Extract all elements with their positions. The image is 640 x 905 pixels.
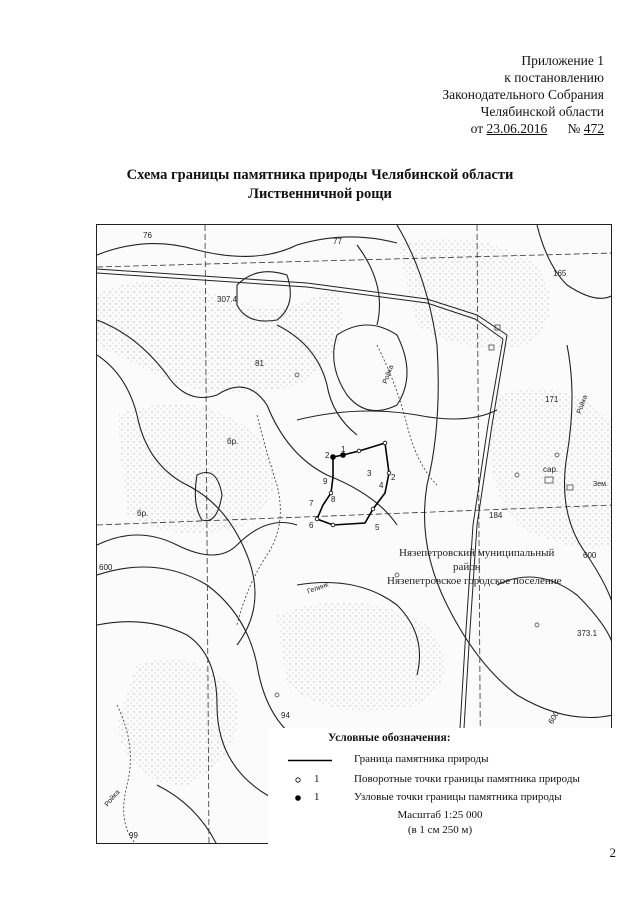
page-number: 2	[609, 845, 616, 860]
turning-point	[331, 523, 335, 527]
grid-label: 94	[281, 711, 290, 720]
legend-row-turning	[268, 772, 612, 788]
boundary-point-number: 5	[375, 523, 380, 532]
boundary-point-number: 4	[379, 481, 384, 490]
boundary-point-number: 7	[309, 499, 314, 508]
place-label: сар.	[543, 465, 559, 474]
boundary-point-number: 8	[331, 495, 336, 504]
legend-nodal-text: Узловые точки границы памятника природы	[354, 791, 562, 803]
legend-boundary-text: Граница памятника природы	[354, 753, 489, 765]
boundary-point-number: 6	[309, 521, 314, 530]
contour-label: 600	[546, 709, 561, 726]
nodal-point-2	[330, 454, 336, 460]
map-scale	[268, 808, 612, 838]
title-line-1: Схема границы памятника природы Челябинской области	[126, 167, 514, 183]
turning-point	[357, 449, 361, 453]
grid-label: 171	[545, 395, 559, 404]
document-title	[0, 166, 640, 204]
boundary-point-number: 2	[325, 451, 330, 460]
grid-label: 81	[255, 359, 264, 368]
boundary-point-number: 2	[391, 473, 396, 482]
grid-label: 165	[553, 269, 567, 278]
grid-label: 184	[489, 511, 503, 520]
contour-label: 600	[583, 551, 597, 560]
turning-point	[315, 517, 319, 521]
header-line-4: Челябинской области	[480, 104, 604, 119]
contour-label: 600	[99, 563, 113, 572]
header-date-line	[442, 120, 604, 137]
legend-nodal-number: 1	[314, 791, 320, 803]
legend-row-boundary	[268, 752, 612, 768]
turning-point-symbol	[294, 776, 302, 784]
boundary-point-number: 1	[341, 445, 346, 454]
legend-title: Условные обозначения:	[328, 732, 451, 744]
map-legend	[268, 728, 612, 844]
district-name-suffix: район	[453, 561, 481, 573]
boundary-line-symbol	[288, 759, 332, 762]
date-prefix: от	[470, 121, 484, 136]
legend-turning-number: 1	[314, 773, 320, 785]
district-name: Нязепетровский муниципальный	[399, 547, 555, 559]
document-header	[442, 52, 604, 137]
turning-point	[383, 441, 387, 445]
river-label: Ройка	[382, 364, 396, 385]
boundary-point-number: 3	[367, 469, 372, 478]
header-line-2: к постановлению	[504, 70, 604, 85]
legend-row-nodal	[268, 790, 612, 806]
nodal-point-symbol	[294, 794, 302, 802]
place-label: Зем.	[593, 481, 608, 488]
grid-label: 77	[333, 237, 342, 246]
scale-ratio: Масштаб 1:25 000	[397, 809, 483, 821]
header-line-1: Приложение 1	[521, 53, 604, 68]
resolution-date: 23.06.2016	[486, 121, 548, 136]
number-sign: №	[567, 121, 581, 136]
grid-label: 76	[143, 231, 152, 240]
resolution-number: 472	[583, 121, 604, 136]
header-line-3: Законодательного Собрания	[442, 87, 604, 102]
river-label: Ройка	[576, 394, 590, 415]
boundary-point-number: 9	[323, 477, 328, 486]
settlement-name: Нязепетровское городское поселение	[387, 575, 562, 587]
river-label: Гелинк	[306, 581, 330, 596]
title-line-2: Лиственничной рощи	[248, 186, 392, 202]
scale-note: (в 1 см 250 м)	[407, 824, 473, 836]
grid-label: 99	[129, 831, 138, 840]
legend-turning-text: Поворотные точки границы памятника природы	[354, 773, 580, 785]
place-label: бр.	[227, 437, 239, 446]
place-label: бр.	[137, 509, 149, 518]
height-mark: 307.4	[217, 295, 238, 304]
height-mark: 373.1	[577, 629, 598, 638]
river-label: Ройка	[103, 788, 122, 809]
turning-point	[371, 507, 375, 511]
